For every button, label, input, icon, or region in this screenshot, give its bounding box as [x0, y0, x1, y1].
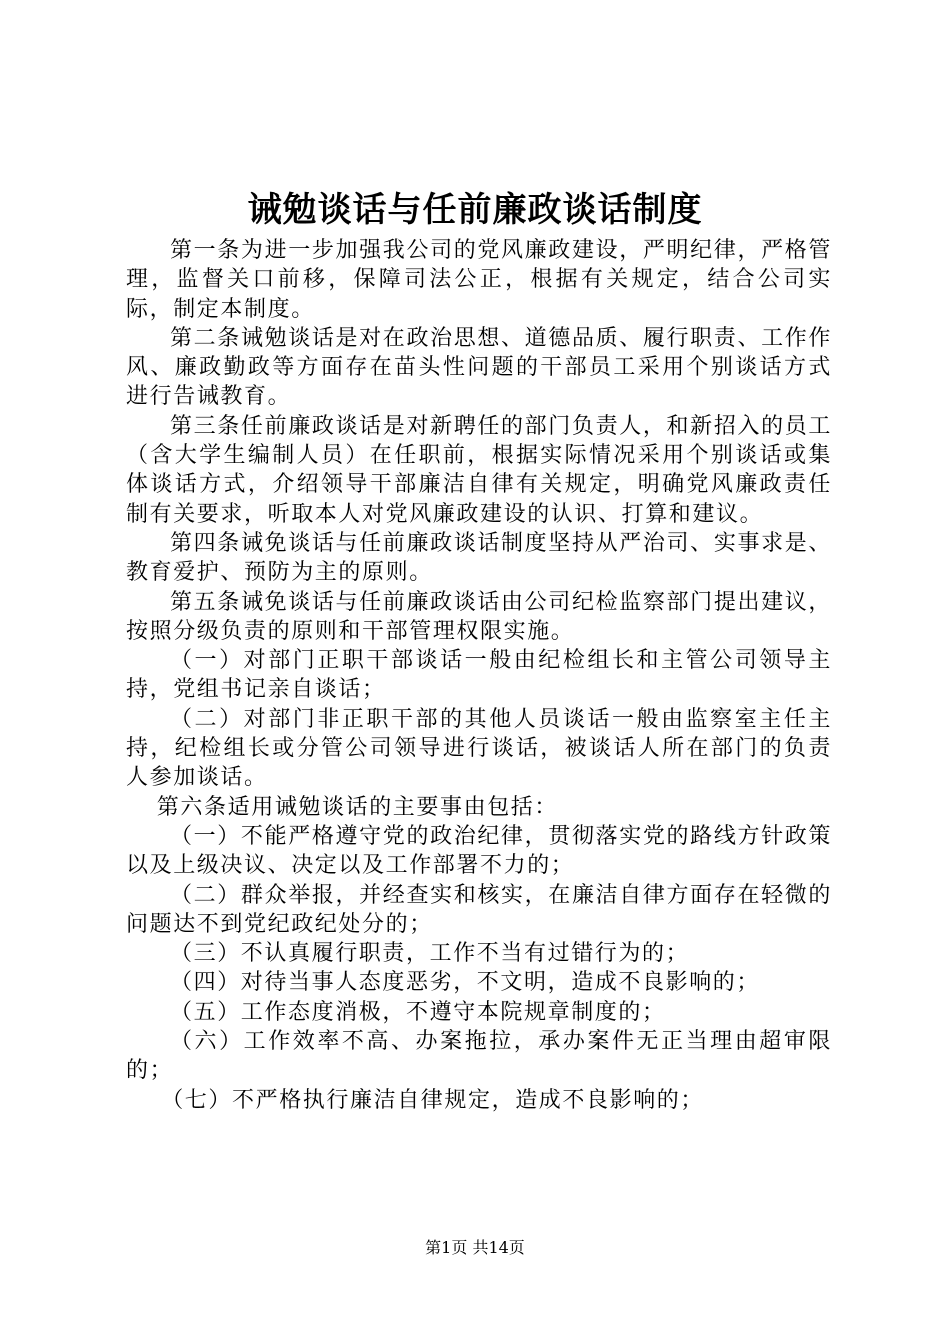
paragraph-article-2: 第二条诫勉谈话是对在政治思想、道德品质、履行职责、工作作风、廉政勤政等方面存在苗头性问题的干部员工采用个别谈话方式进行告诫教育。 — [126, 325, 832, 410]
paragraph-article-1: 第一条为进一步加强我公司的党风廉政建设，严明纪律，严格管理，监督关口前移，保障司法公正，根据有关规定，结合公司实际，制定本制度。 — [126, 238, 832, 322]
document-title: 诫勉谈话与任前廉政谈话制度 — [247, 190, 703, 230]
paragraph-article-6: 第六条适用诫勉谈话的主要事由包括： — [156, 794, 558, 820]
paragraph-article-6-item-2: （二）群众举报，并经查实和核实，在廉洁自律方面存在轻微的问题达不到党纪政纪处分的； — [126, 882, 832, 937]
document-body — [126, 236, 832, 1115]
paragraph-article-6-item-7: （七）不严格执行廉洁自律规定，造成不良影响的； — [161, 1087, 704, 1113]
page-number: 第1页 共14页 — [425, 1238, 525, 1257]
paragraph-article-4: 第四条诫免谈话与任前廉政谈话制度坚持从严治司、实事求是、教育爱护、预防为主的原则。 — [126, 530, 832, 586]
paragraph-article-6-item-4: （四）对待当事人态度恶劣，不文明，造成不良影响的； — [170, 970, 761, 996]
paragraph-article-5-item-1: （一）对部门正职干部谈话一般由纪检组长和主管公司领导主持，党组书记亲自谈话； — [126, 648, 832, 703]
page-footer — [0, 1236, 950, 1260]
paragraph-article-6-item-1: （一）不能严格遵守党的政治纪律，贯彻落实党的路线方针政策以及上级决议、决定以及工作部署不力的； — [126, 823, 832, 879]
paragraph-article-6-item-3: （三）不认真履行职责，工作不当有过错行为的； — [170, 941, 690, 967]
paragraph-article-3: 第三条任前廉政谈话是对新聘任的部门负责人，和新招入的员工（含大学生编制人员）在任职前，根据实际情况采用个别谈话或集体谈话方式，介绍领导干部廉洁自律有关规定，明确党风廉政责任制有关要求，听取本人对党风廉政建设的认识、打算和建议。 — [126, 413, 832, 527]
paragraph-article-5: 第五条诫免谈话与任前廉政谈话由公司纪检监察部门提出建议，按照分级负责的原则和干部管理权限实施。 — [126, 589, 832, 644]
paragraph-article-5-item-2: （二）对部门非正职干部的其他人员谈话一般由监察室主任主持，纪检组长或分管公司领导进行谈话，被谈话人所在部门的负责人参加谈话。 — [126, 706, 832, 791]
paragraph-article-6-item-5: （五）工作态度消极，不遵守本院规章制度的； — [170, 999, 666, 1025]
paragraph-article-6-item-6: （六）工作效率不高、办案拖拉，承办案件无正当理由超审限的； — [126, 1029, 832, 1084]
